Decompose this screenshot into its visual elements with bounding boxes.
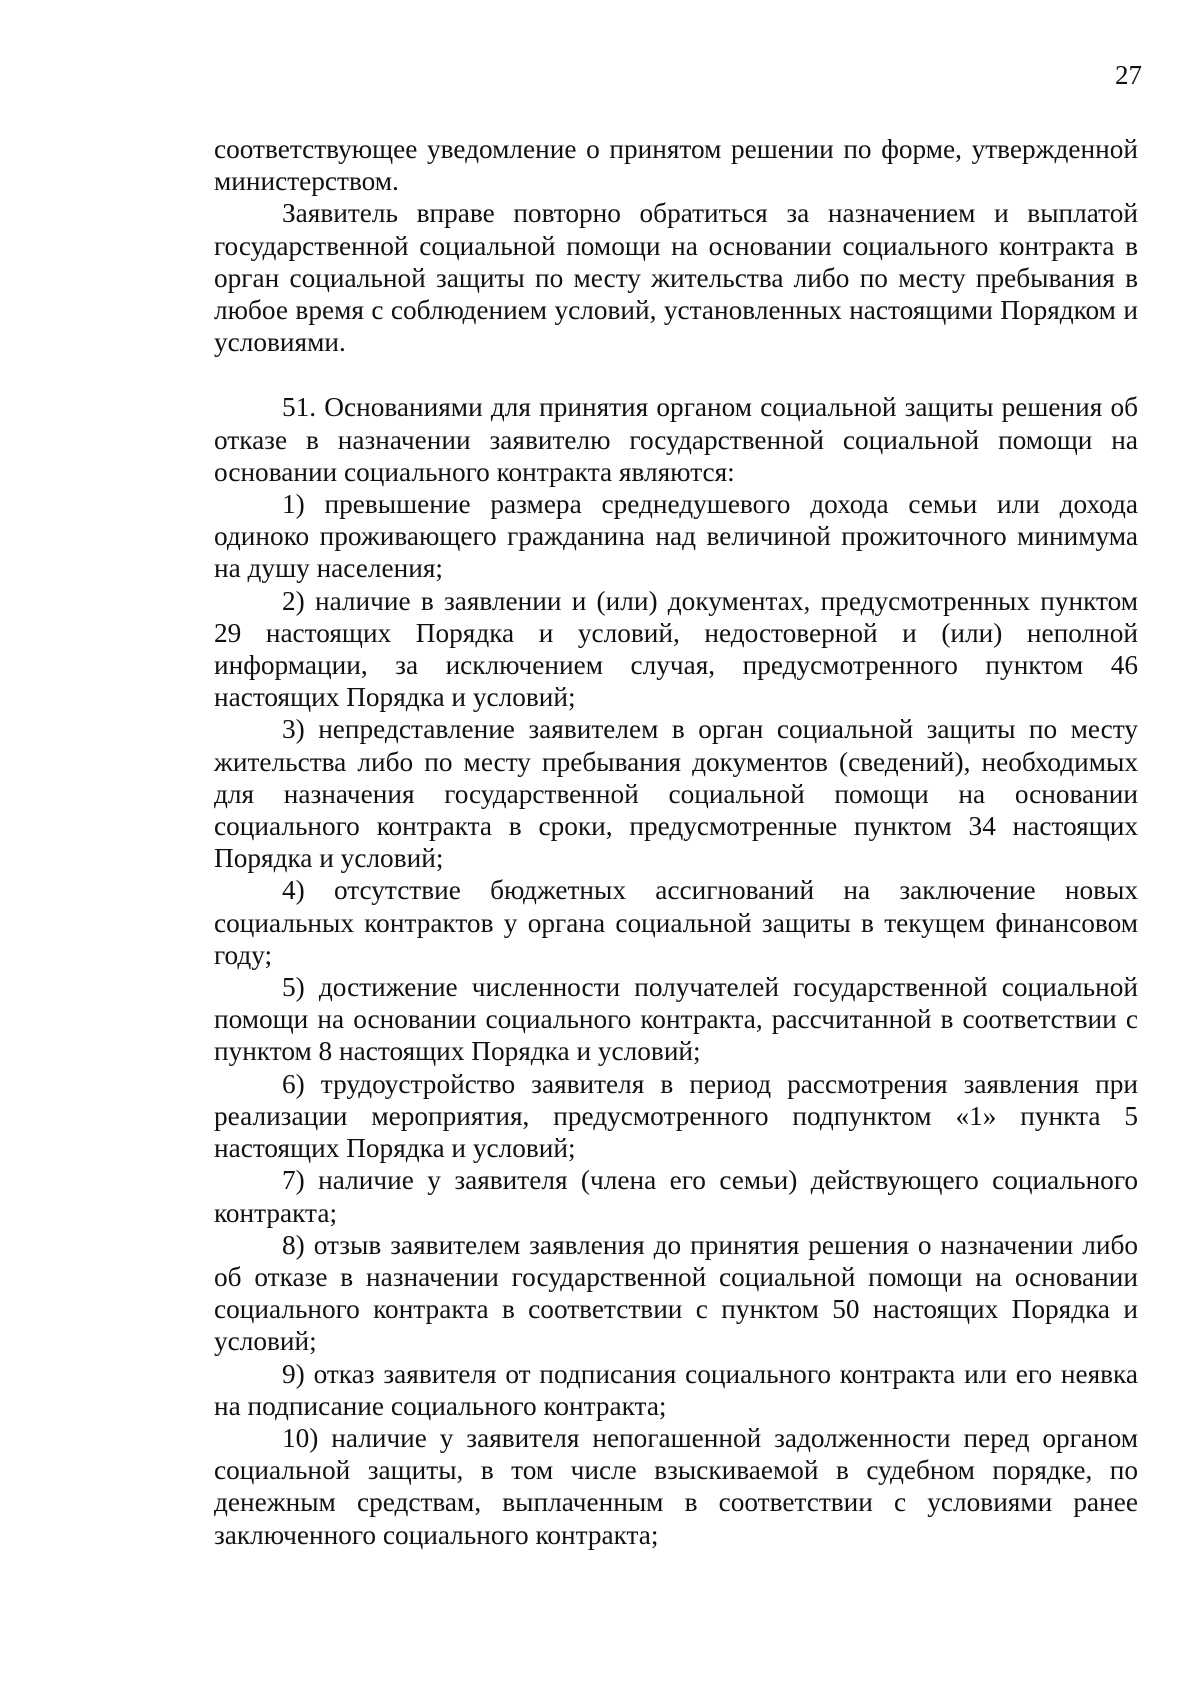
list-item-6: 6) трудоустройство заявителя в период рассмотрения заявления при реализации мероприятия, предусмотренного подпунктом «1» пункта 5 настоящих Порядка и условий;: [214, 1068, 1138, 1164]
paragraph-reapply: Заявитель вправе повторно обратиться за назначением и выплатой государственной социальной помощи на основании социального контракта в орган социальной защиты по месту жительства либо по месту пребывания в любое время с соблюдением условий, установленных настоящими Порядком и условиями.: [214, 198, 1138, 358]
page-number: 27: [1115, 60, 1142, 90]
list-item-7: 7) наличие у заявителя (члена его семьи) действующего социального контракта;: [214, 1165, 1138, 1228]
list-item-5: 5) достижение численности получателей государственной социальной помощи на основании социального контракта, рассчитанной в соответствии с пунктом 8 настоящих Порядка и условий;: [214, 972, 1138, 1067]
list-item-4: 4) отсутствие бюджетных ассигнований на заключение новых социальных контрактов у органа социальной защиты в текущем финансовом году;: [214, 875, 1138, 970]
paragraph-continuation: соответствующее уведомление о принятом решении по форме, утвержденной министерством.: [214, 134, 1138, 197]
list-item-10: 10) наличие у заявителя непогашенной задолженности перед органом социальной защиты, в том числе взыскиваемой в судебном порядке, по денежным средствам, выплаченным в соответствии с условиями ранее заключенного социального контракта;: [214, 1422, 1138, 1550]
list-item-3: 3) непредставление заявителем в орган социальной защиты по месту жительства либо по месту пребывания документов (сведений), необходимых для назначения государственной социальной помощи на основании социального контракта в сроки, предусмотренные пунктом 34 настоящих Порядка и условий;: [214, 714, 1138, 874]
document-body: [214, 133, 1138, 1551]
paragraph-gap: [214, 358, 1138, 391]
paragraph-clause-51: 51. Основаниями для принятия органом социальной защиты решения об отказе в назначении заявителю государственной социальной помощи на основании социального контракта являются:: [214, 392, 1138, 487]
list-item-9: 9) отказ заявителя от подписания социального контракта или его неявка на подписание социального контракта;: [214, 1358, 1138, 1421]
list-item-2: 2) наличие в заявлении и (или) документах, предусмотренных пунктом 29 настоящих Порядка и условий, недостоверной и (или) неполной информации, за исключением случая, предусмотренного пунктом 46 настоящих Порядка и условий;: [214, 585, 1138, 713]
list-item-8: 8) отзыв заявителем заявления до принятия решения о назначении либо об отказе в назначении государственной социальной помощи на основании социального контракта в соответствии с пунктом 50 настоящих Порядка и условий;: [214, 1229, 1138, 1357]
list-item-1: 1) превышение размера среднедушевого дохода семьи или дохода одиноко проживающего гражданина над величиной прожиточного минимума на душу населения;: [214, 489, 1138, 584]
